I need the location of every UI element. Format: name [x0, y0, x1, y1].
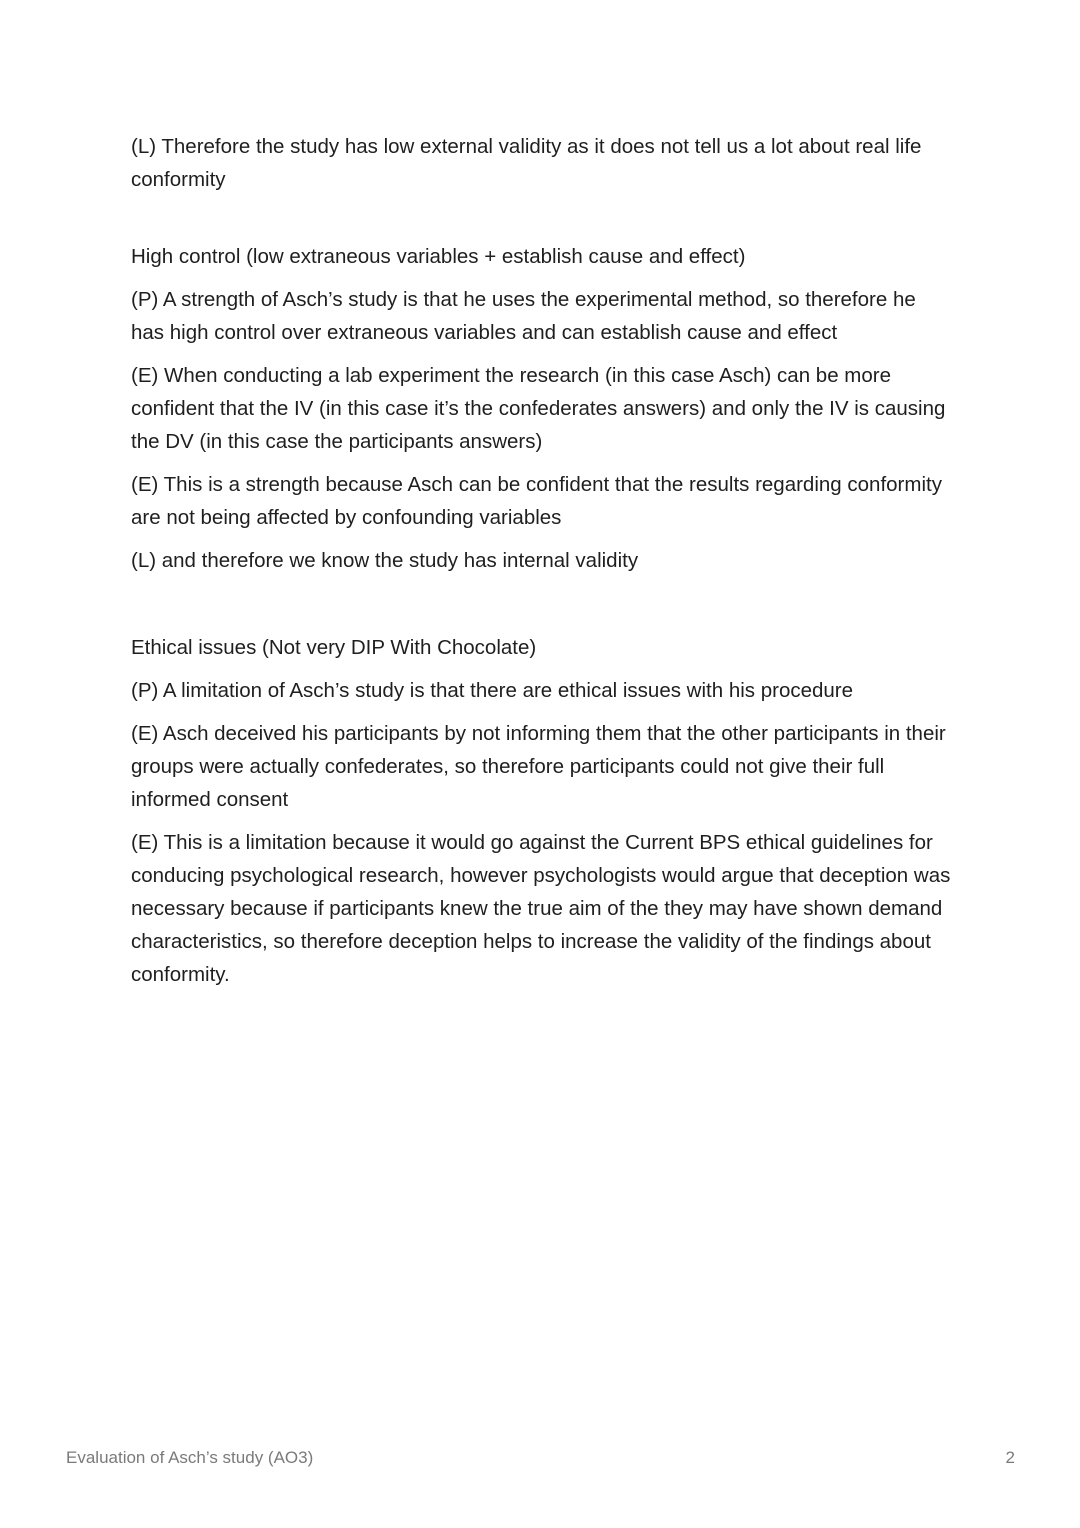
section-explanation: (E) This is a strength because Asch can be confident that the results regarding conformity are not being affected by confounding variables [131, 473, 942, 529]
section-evidence: (E) When conducting a lab experiment the research (in this case Asch) can be more confident that the IV (in this case it’s the confederates answers) and only the IV is causing the DV (in this case the participants answers) [131, 364, 946, 453]
page-content [131, 130, 951, 1001]
section-heading: High control (low extraneous variables + establish cause and effect) [131, 245, 746, 268]
section-evidence: (E) Asch deceived his participants by not informing them that the other participants in their groups were actually confederates, so therefore participants could not give their full informed consent [131, 722, 946, 811]
section-point: (P) A limitation of Asch’s study is that there are ethical issues with his procedure [131, 679, 854, 702]
section-high-control [131, 240, 951, 577]
section-gap [131, 587, 951, 631]
section-heading: Ethical issues (Not very DIP With Chocolate) [131, 636, 537, 659]
section-explanation: (E) This is a limitation because it would go against the Current BPS ethical guidelines for conducing psychological research, however psychologists would argue that deception was necessary because if participants knew the true aim of the they may have shown demand characteristics, so therefore deception helps to increase the validity of the findings about conformity. [131, 831, 951, 986]
page-number: 2 [1005, 1448, 1015, 1467]
intro-conclusion: (L) Therefore the study has low external validity as it does not tell us a lot about real life conformity [131, 135, 922, 191]
section-ethical-issues [131, 631, 951, 991]
section-point: (P) A strength of Asch’s study is that he uses the experimental method, so therefore he has high control over extraneous variables and can establish cause and effect [131, 288, 916, 344]
section-link: (L) and therefore we know the study has internal validity [131, 549, 639, 572]
footer-title: Evaluation of Asch’s study (AO3) [66, 1448, 314, 1467]
section-gap [131, 196, 951, 240]
